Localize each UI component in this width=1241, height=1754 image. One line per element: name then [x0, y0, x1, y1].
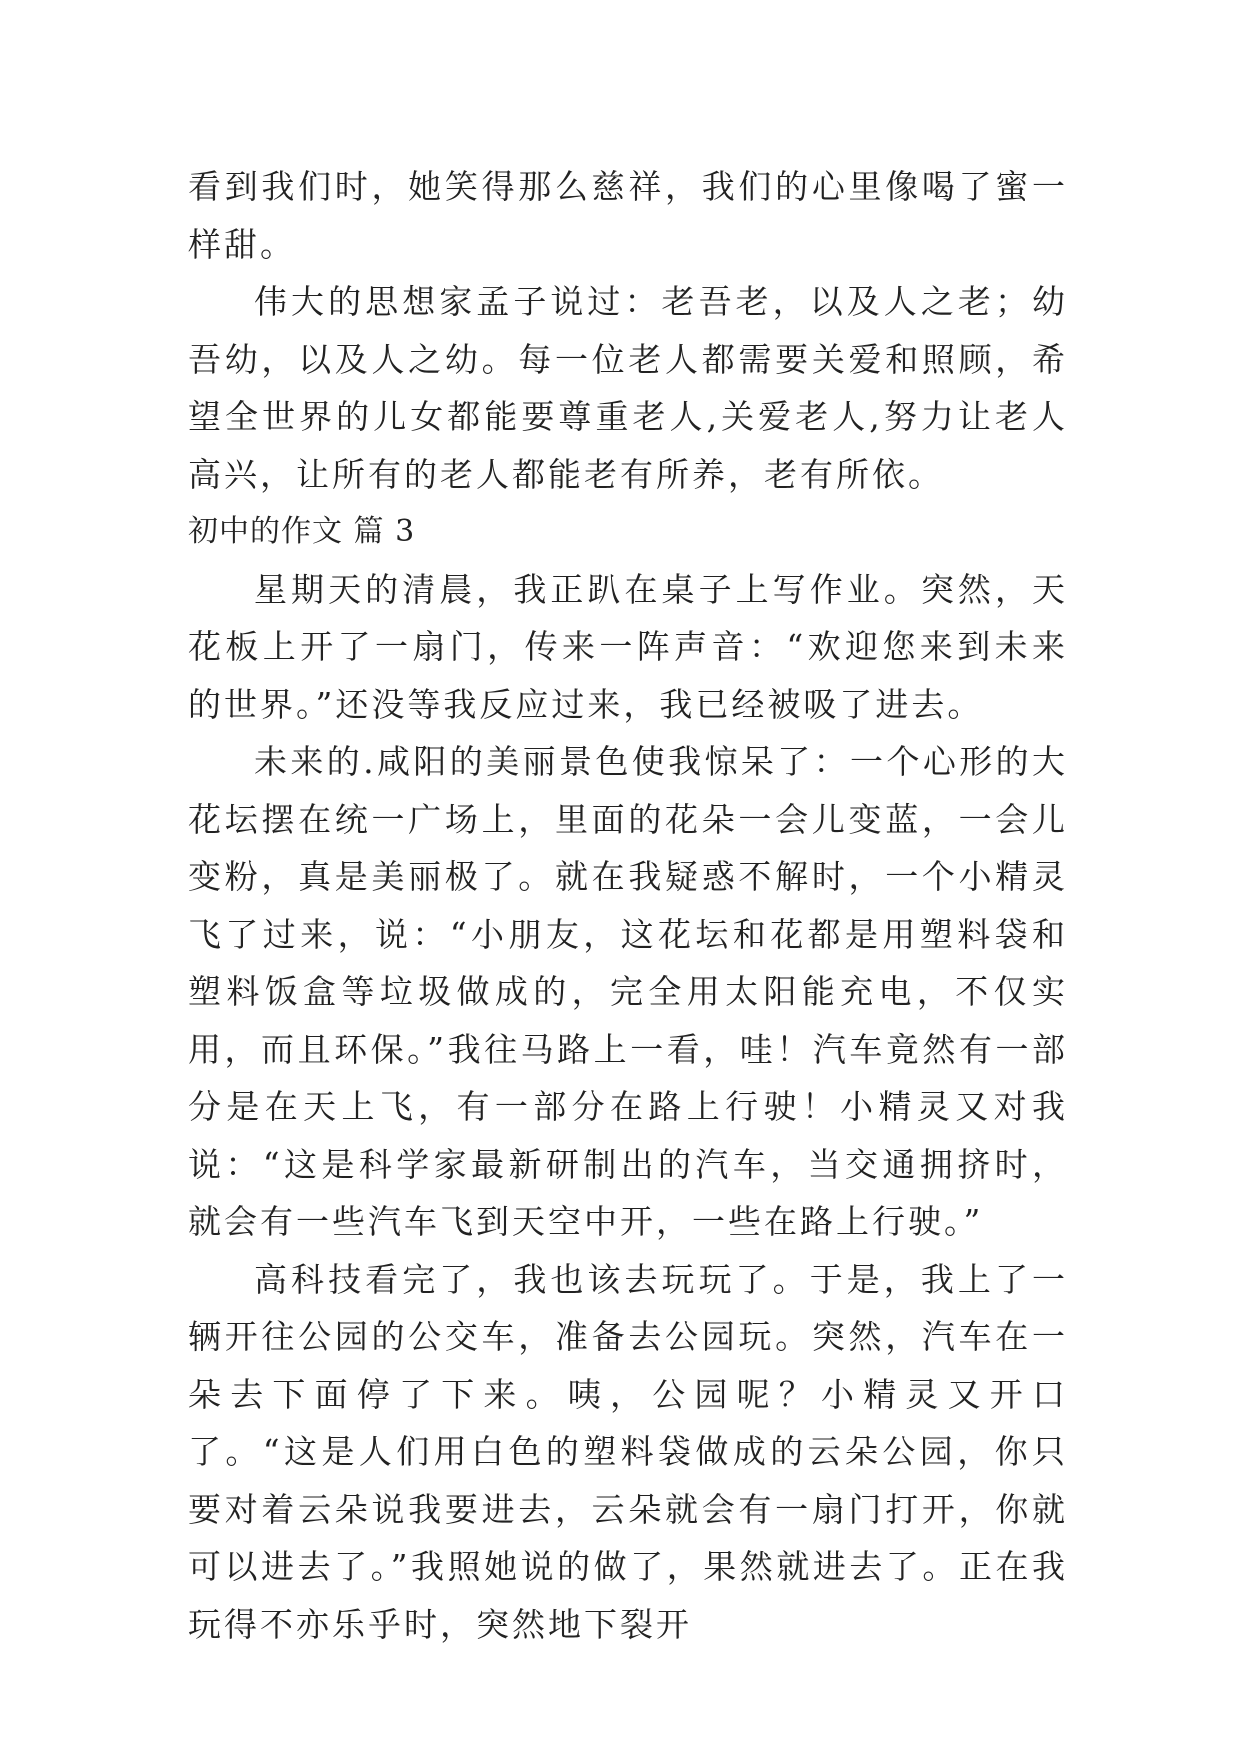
document-body — [188, 158, 1068, 1653]
paragraph-sunday-morning: 星期天的清晨，我正趴在桌子上写作业。突然，天花板上开了一扇门，传来一阵声音：“欢迎您来到未来的世界。”还没等我反应过来，我已经被吸了进去。 — [188, 569, 1068, 724]
paragraph-cloud-park: 高科技看完了，我也该去玩玩了。于是，我上了一辆开往公园的公交车，准备去公园玩。突然，汽车在一朵去下面停了下来。咦，公园呢？小精灵又开口了。“这是人们用白色的塑料袋做成的云朵公园，你只要对着云朵说我要进去，云朵就会有一扇门打开，你就可以进去了。”我照她说的做了，果然就进去了。正在我玩得不亦乐乎时，突然地下裂开 — [188, 1259, 1068, 1644]
paragraph-future-city: 未来的.咸阳的美丽景色使我惊呆了：一个心形的大花坛摆在统一广场上，里面的花朵一会儿变蓝，一会儿变粉，真是美丽极了。就在我疑惑不解时，一个小精灵飞了过来，说：“小朋友，这花坛和花都是用塑料袋和塑料饭盒等垃圾做成的，完全用太阳能充电，不仅实用，而且环保。”我往马路上一看，哇！汽车竟然有一部分是在天上飞，有一部分在路上行驶！小精灵又对我说：“这是科学家最新研制出的汽车，当交通拥挤时，就会有一些汽车飞到天空中开，一些在路上行驶。” — [188, 742, 1068, 1241]
paragraph-mencius: 伟大的思想家孟子说过：老吾老，以及人之老；幼吾幼，以及人之幼。每一位老人都需要关爱和照顾，希望全世界的儿女都能要尊重老人,关爱老人,努力让老人高兴，让所有的老人都能老有所养，老有所依。 — [188, 282, 1068, 494]
paragraph-continuation: 看到我们时，她笑得那么慈祥，我们的心里像喝了蜜一样甜。 — [188, 167, 1068, 264]
section-heading: 初中的作文 篇 3 — [188, 514, 416, 549]
